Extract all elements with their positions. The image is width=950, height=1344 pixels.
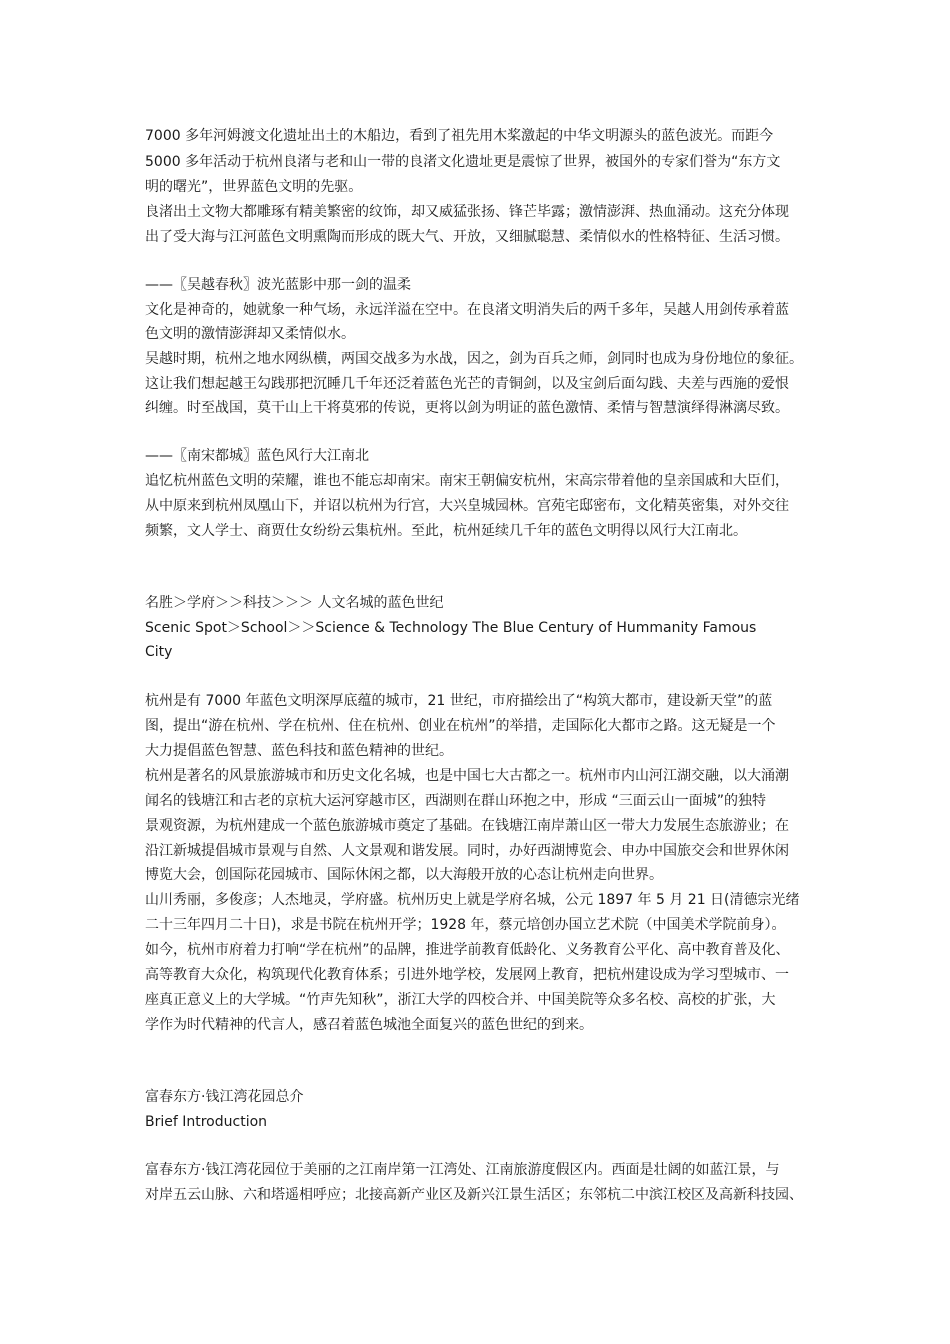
- text-line: 二十三年四月二十日)，求是书院在杭州开学；1928 年，蔡元培创办国立艺术院（中国美术学院前身）。: [145, 917, 786, 933]
- text-line: 博览大会，创国际花园城市、国际休闲之都，以大海般开放的心态让杭州走向世界。: [145, 867, 663, 883]
- text-line: 吴越时期，杭州之地水网纵横，两国交战多为水战，因之，剑为百兵之师，剑同时也成为身份地位的象征。: [145, 351, 803, 367]
- text-line: 杭州是著名的风景旅游城市和历史文化名城，也是中国七大古都之一。杭州市内山河江湖交融，以大涌潮: [145, 768, 789, 784]
- text-line: 从中原来到杭州凤凰山下，并诏以杭州为行宫，大兴皇城园林。宫苑宅邸密布，文化精英密集，对外交往: [145, 498, 789, 514]
- section-heading: ——〖吴越春秋〗波光蓝影中那一剑的温柔: [145, 277, 411, 293]
- text-line: 7000 多年河姆渡文化遗址出土的木船边，看到了祖先用木桨激起的中华文明源头的蓝色波光。而距今: [145, 128, 774, 144]
- text-line: 良渚出土文物大都雕琢有精美繁密的纹饰，却又威猛张扬、锋芒毕露；激情澎湃、热血涌动。这充分体现: [145, 204, 789, 220]
- section-heading-english: City: [145, 644, 173, 660]
- text-line: 出了受大海与江河蓝色文明熏陶而形成的既大气、开放，又细腻聪慧、柔情似水的性格特征、生活习惯。: [145, 229, 789, 245]
- text-line: 闻名的钱塘江和古老的京杭大运河穿越市区，西湖则在群山环抱之中，形成 “三面云山一面城”的独特: [145, 793, 766, 809]
- section-heading: 富春东方·钱江湾花园总介: [145, 1089, 304, 1105]
- text-line: 沿江新城提倡城市景观与自然、人文景观和谐发展。同时，办好西湖博览会、申办中国旅交会和世界休闲: [145, 843, 789, 859]
- text-line: 频繁，文人学士、商贾仕女纷纷云集杭州。至此，杭州延续几千年的蓝色文明得以风行大江南北。: [145, 523, 747, 539]
- text-line: 大力提倡蓝色智慧、蓝色科技和蓝色精神的世纪。: [145, 743, 453, 759]
- text-line: 纠缠。时至战国，莫干山上干将莫邪的传说，更将以剑为明证的蓝色激情、柔情与智慧演绎得淋漓尽致。: [145, 400, 789, 416]
- text-line: 图，提出“游在杭州、学在杭州、住在杭州、创业在杭州”的举措，走国际化大都市之路。这无疑是一个: [145, 718, 776, 734]
- section-heading-english: Scenic Spot＞School＞＞Science & Technology The Blue Century of Hummanity Famous: [145, 620, 757, 636]
- text-line: 杭州是有 7000 年蓝色文明深厚底蕴的城市，21 世纪，市府描绘出了“构筑大都市，建设新天堂”的蓝: [145, 693, 773, 709]
- text-line: 明的曙光”，世界蓝色文明的先驱。: [145, 179, 363, 195]
- text-line: 学作为时代精神的代言人，感召着蓝色城池全面复兴的蓝色世纪的到来。: [145, 1017, 593, 1033]
- text-line: 富春东方·钱江湾花园位于美丽的之江南岸第一江湾处、江南旅游度假区内。西面是壮阔的如蓝江景，与: [145, 1162, 780, 1178]
- text-line: 色文明的激情澎湃却又柔情似水。: [145, 326, 355, 342]
- text-line: 这让我们想起越王勾践那把沉睡几千年还泛着蓝色光芒的青铜剑，以及宝剑后面勾践、夫差与西施的爱恨: [145, 376, 789, 392]
- section-heading: ——〖南宋都城〗蓝色风行大江南北: [145, 448, 369, 464]
- text-line: 如今，杭州市府着力打响“学在杭州”的品牌，推进学前教育低龄化、义务教育公平化、高中教育普及化、: [145, 942, 790, 958]
- section-heading-english: Brief Introduction: [145, 1114, 268, 1130]
- text-line: 座真正意义上的大学城。“竹声先知秋”，浙江大学的四校合并、中国美院等众多名校、高校的扩张，大: [145, 992, 776, 1008]
- text-line: 追忆杭州蓝色文明的荣耀，谁也不能忘却南宋。南宋王朝偏安杭州，宋高宗带着他的皇亲国戚和大臣们，: [145, 473, 789, 489]
- section-heading: 名胜＞学府＞＞科技＞＞＞ 人文名城的蓝色世纪: [145, 595, 444, 611]
- text-line: 景观资源，为杭州建成一个蓝色旅游城市奠定了基础。在钱塘江南岸萧山区一带大力发展生态旅游业；在: [145, 818, 789, 834]
- text-line: 山川秀丽，多俊彦；人杰地灵，学府盛。杭州历史上就是学府名城，公元 1897 年 5 月 21 日(清德宗光绪: [145, 892, 800, 908]
- text-line: 对岸五云山脉、六和塔遥相呼应；北接高新产业区及新兴江景生活区；东邻杭二中滨江校区及高新科技园、: [145, 1187, 803, 1203]
- text-line: 5000 多年活动于杭州良渚与老和山一带的良渚文化遗址更是震惊了世界，被国外的专家们誉为“东方文: [145, 154, 781, 170]
- text-line: 文化是神奇的，她就象一种气场，永远洋溢在空中。在良渚文明消失后的两千多年，吴越人用剑传承着蓝: [145, 302, 789, 318]
- text-line: 高等教育大众化，构筑现代化教育体系；引进外地学校，发展网上教育，把杭州建设成为学习型城市、一: [145, 967, 789, 983]
